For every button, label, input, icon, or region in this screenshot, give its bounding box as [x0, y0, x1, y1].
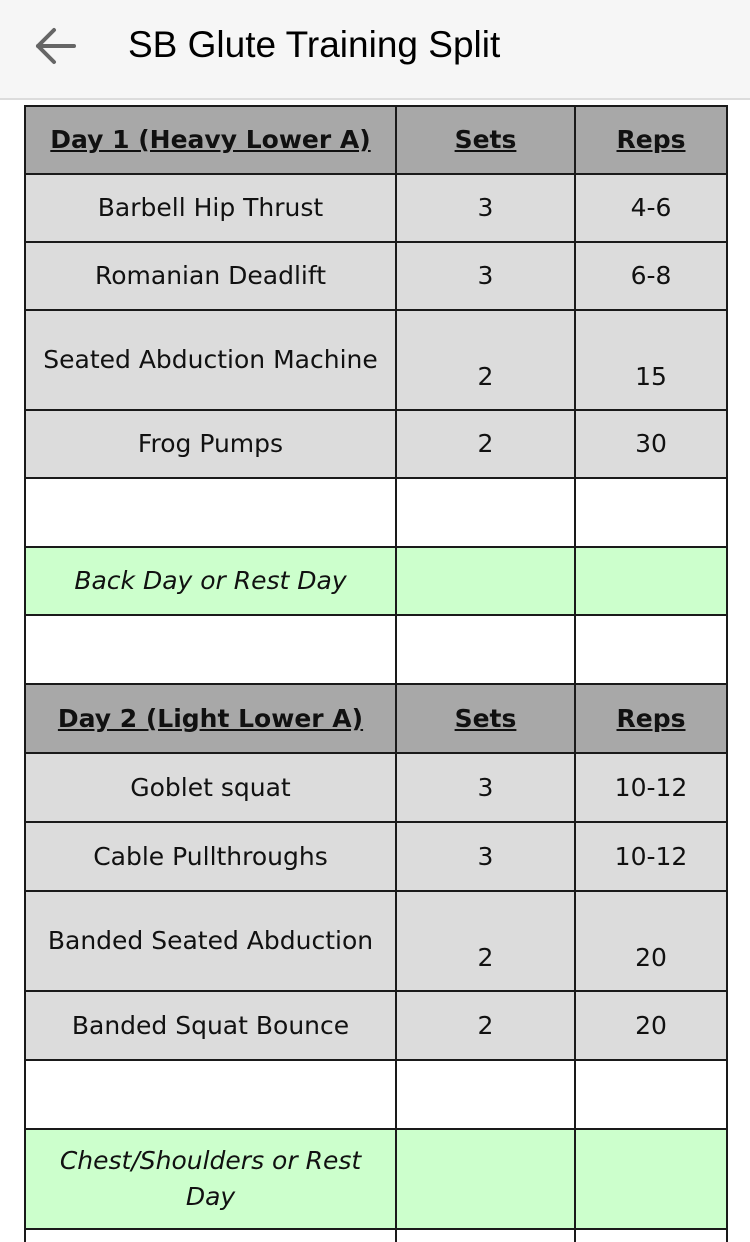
- cell-sets[interactable]: 2: [396, 310, 575, 410]
- cell-sets[interactable]: 3: [396, 822, 575, 891]
- empty-cell[interactable]: [575, 478, 727, 547]
- cell-rest-day[interactable]: Back Day or Rest Day: [25, 547, 396, 615]
- empty-cell[interactable]: [575, 1129, 727, 1229]
- empty-cell[interactable]: [575, 1060, 727, 1129]
- cell-day1-title[interactable]: Day 1 (Heavy Lower A): [25, 106, 396, 174]
- empty-row: [25, 478, 727, 547]
- rest-day-row: [25, 547, 727, 615]
- cell-sets[interactable]: 2: [396, 891, 575, 991]
- empty-cell[interactable]: [396, 615, 575, 684]
- back-button[interactable]: [30, 22, 82, 70]
- cell-sets[interactable]: 2: [396, 991, 575, 1060]
- empty-cell[interactable]: [25, 1060, 396, 1129]
- empty-cell[interactable]: [25, 478, 396, 547]
- cell-exercise[interactable]: Cable Pullthroughs: [25, 822, 396, 891]
- table-row: [25, 174, 727, 242]
- table-row: [25, 991, 727, 1060]
- table-row: [25, 822, 727, 891]
- cell-exercise[interactable]: Romanian Deadlift: [25, 242, 396, 310]
- table-row: [25, 410, 727, 478]
- cell-reps-header[interactable]: Reps: [575, 106, 727, 174]
- table-row: [25, 310, 727, 410]
- cell-exercise[interactable]: Frog Pumps: [25, 410, 396, 478]
- cell-reps[interactable]: 4-6: [575, 174, 727, 242]
- empty-cell[interactable]: [575, 1229, 727, 1242]
- table-row: [25, 891, 727, 991]
- cell-sets[interactable]: 3: [396, 174, 575, 242]
- cell-reps[interactable]: 20: [575, 891, 727, 991]
- table-header-row: [25, 106, 727, 174]
- cell-reps[interactable]: 10-12: [575, 822, 727, 891]
- cell-exercise[interactable]: Banded Seated Abduction: [25, 891, 396, 991]
- cell-day2-title[interactable]: Day 2 (Light Lower A): [25, 684, 396, 753]
- cell-reps[interactable]: 15: [575, 310, 727, 410]
- page-title: SB Glute Training Split: [128, 24, 501, 65]
- cell-rest-day[interactable]: Chest/Shoulders or Rest Day: [25, 1129, 396, 1229]
- cell-sets-header[interactable]: Sets: [396, 684, 575, 753]
- cell-sets[interactable]: 2: [396, 410, 575, 478]
- cell-sets[interactable]: 3: [396, 753, 575, 822]
- cell-reps[interactable]: 30: [575, 410, 727, 478]
- arrow-left-icon: [30, 22, 82, 70]
- training-table: [24, 105, 728, 1242]
- cell-exercise[interactable]: Goblet squat: [25, 753, 396, 822]
- spreadsheet-view[interactable]: [0, 102, 750, 1242]
- table-row: [25, 242, 727, 310]
- cell-exercise[interactable]: Barbell Hip Thrust: [25, 174, 396, 242]
- table-header-row: [25, 684, 727, 753]
- empty-cell[interactable]: [396, 1229, 575, 1242]
- rest-day-row: [25, 1129, 727, 1229]
- app-header: [0, 0, 750, 100]
- cell-exercise[interactable]: Seated Abduction Machine: [25, 310, 396, 410]
- empty-cell[interactable]: [25, 1229, 396, 1242]
- cell-reps[interactable]: 6-8: [575, 242, 727, 310]
- empty-row: [25, 1060, 727, 1129]
- cell-exercise[interactable]: Banded Squat Bounce: [25, 991, 396, 1060]
- empty-cell[interactable]: [25, 615, 396, 684]
- cell-reps-header[interactable]: Reps: [575, 684, 727, 753]
- empty-cell[interactable]: [396, 547, 575, 615]
- empty-cell[interactable]: [396, 1129, 575, 1229]
- empty-row: [25, 1229, 727, 1242]
- cell-reps[interactable]: 20: [575, 991, 727, 1060]
- cell-sets[interactable]: 3: [396, 242, 575, 310]
- empty-row: [25, 615, 727, 684]
- table-row: [25, 753, 727, 822]
- empty-cell[interactable]: [396, 1060, 575, 1129]
- cell-reps[interactable]: 10-12: [575, 753, 727, 822]
- empty-cell[interactable]: [575, 615, 727, 684]
- empty-cell[interactable]: [575, 547, 727, 615]
- empty-cell[interactable]: [396, 478, 575, 547]
- cell-sets-header[interactable]: Sets: [396, 106, 575, 174]
